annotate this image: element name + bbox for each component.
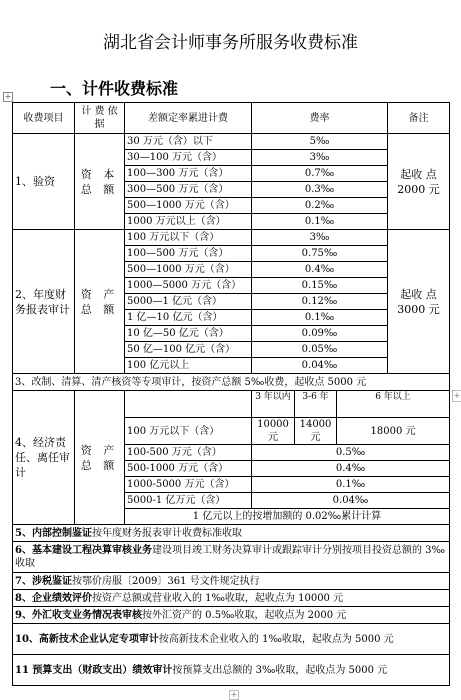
section-heading: 一、计件收费标准 — [50, 79, 179, 98]
rate-cell: 0.4‰ — [252, 262, 388, 278]
economic-audit-footer: 1 亿元以上的按增加额的 0.02‰累计计算 — [125, 509, 450, 525]
item-title: 5、内部控制鉴证 — [15, 527, 92, 539]
table-row — [13, 655, 450, 686]
range-cell: 500-1000 万元（含） — [125, 461, 252, 477]
item-title: 7、涉税鉴证 — [15, 575, 72, 587]
item-text: 按鄂价房服〔2009〕361 号文件规定执行 — [71, 575, 260, 587]
range-cell: 100-500 万元（含） — [125, 445, 252, 461]
rate-cell: 0.04‰ — [252, 358, 388, 374]
header-rate: 费率 — [252, 103, 388, 134]
table-row — [13, 134, 450, 150]
blank-cell — [125, 391, 252, 418]
range-cell: 5000—1 亿元（含） — [125, 294, 252, 310]
item-tax-verification — [13, 573, 450, 590]
basis-economic-audit: 资 产 总 额 — [75, 391, 125, 525]
rate-cell: 0.09‰ — [252, 326, 388, 342]
basis-annual-audit: 资 产 总 额 — [75, 230, 125, 374]
item-construction-audit — [13, 542, 450, 573]
value-under-3y: 10000 元 — [252, 418, 295, 445]
item-text: 按高新技术企业收入的 1‰收取，起收点为 5000 元 — [158, 633, 394, 645]
table-row — [13, 590, 450, 607]
range-cell: 30—100 万元（含） — [125, 150, 252, 166]
row-insert-handle-icon[interactable]: + — [453, 391, 461, 400]
rate-cell: 0.1‰ — [252, 477, 450, 493]
header-progressive: 差额定率累进计费 — [125, 103, 252, 134]
table-row — [13, 525, 450, 542]
range-cell: 1000-5000 万元（含） — [125, 477, 252, 493]
subheader-over-6y: 6 年以上 — [337, 391, 450, 418]
table-row — [13, 230, 450, 246]
subheader-3-6y: 3-6 年 — [295, 391, 337, 418]
item-special-audit: 3、改制、清算、清产核资等专项审计，按资产总额 5‰收费，起收点 5000 元 — [13, 374, 450, 391]
rate-cell: 0.15‰ — [252, 278, 388, 294]
table-row — [13, 607, 450, 624]
range-cell: 100 万元以下（含） — [125, 230, 252, 246]
range-cell: 500—1000 万元（含） — [125, 198, 252, 214]
basis-verification: 资 本 总 额 — [75, 134, 125, 230]
rate-cell: 5‰ — [252, 134, 388, 150]
rate-cell: 0.05‰ — [252, 342, 388, 358]
rate-cell: 0.12‰ — [252, 294, 388, 310]
header-note: 备注 — [388, 103, 450, 134]
header-item: 收费项目 — [13, 103, 75, 134]
item-economic-audit: 4、经济责任、离任审计 — [13, 391, 75, 525]
range-cell: 30 万元（含）以下 — [125, 134, 252, 150]
table-header-row — [13, 103, 450, 134]
range-cell: 50 亿—100 亿元（含） — [125, 342, 252, 358]
item-performance-evaluation — [13, 590, 450, 607]
rate-cell: 0.5‰ — [252, 445, 450, 461]
item-internal-control — [13, 525, 450, 542]
range-cell: 100—500 万元（含） — [125, 246, 252, 262]
table-resize-handle-icon[interactable]: + — [230, 690, 238, 699]
item-text: 按预算支出总额的 3‰收取，起收点为 5000 元 — [172, 664, 388, 676]
item-title: 11 预算支出（财政支出）绩效审计 — [15, 664, 173, 676]
range-cell: 10 亿—50 亿元（含） — [125, 326, 252, 342]
header-basis: 计 费 依 据 — [75, 103, 125, 134]
range-cell: 300—500 万元（含） — [125, 182, 252, 198]
range-cell: 1000 万元以上（含） — [125, 214, 252, 230]
range-cell: 1000—5000 万元（含） — [125, 278, 252, 294]
rate-cell: 0.4‰ — [252, 461, 450, 477]
rate-cell: 0.75‰ — [252, 246, 388, 262]
value-3-6y: 14000 元 — [295, 418, 337, 445]
table-row — [13, 391, 450, 418]
rate-cell: 3‰ — [252, 150, 388, 166]
range-cell: 5000-1 亿万元（含） — [125, 493, 252, 509]
item-title: 8、企业绩效评价 — [15, 592, 92, 604]
rate-cell: 0.3‰ — [252, 182, 388, 198]
page-title: 湖北省会计师事务所服务收费标准 — [103, 33, 358, 53]
item-text: 建设项目竣工财务决算审计或跟踪审计分别按项目投资总额的 3‰收取 — [15, 545, 445, 569]
table-row — [13, 573, 450, 590]
note-verification: 起收 点 2000 元 — [388, 134, 450, 230]
rate-cell: 0.2‰ — [252, 198, 388, 214]
table-row — [13, 542, 450, 573]
rate-cell: 0.1‰ — [252, 214, 388, 230]
move-handle-icon[interactable]: + — [4, 92, 12, 101]
fee-table — [12, 102, 450, 686]
range-cell: 100 亿元以上 — [125, 358, 252, 374]
range-cell: 100—300 万元（含） — [125, 166, 252, 182]
table-row — [13, 374, 450, 391]
rate-cell: 3‰ — [252, 230, 388, 246]
item-forex-review — [13, 607, 450, 624]
table-row — [13, 624, 450, 655]
item-verification: 1、验资 — [13, 134, 75, 230]
subheader-under-3y: 3 年以内 — [252, 391, 295, 418]
item-text: 按年度财务报表审计收费标准收取 — [91, 527, 242, 539]
range-cell: 500—1000 万元（含） — [125, 262, 252, 278]
item-hightech-audit — [13, 624, 450, 655]
note-annual-audit: 起收 点 3000 元 — [388, 230, 450, 374]
item-budget-audit — [13, 655, 450, 686]
item-title: 9、外汇收支业务情况表审核 — [15, 609, 142, 621]
range-cell: 1 亿—10 亿元（含） — [125, 310, 252, 326]
item-text: 按资产总额或营业收入的 1‰收取，起收点为 10000 元 — [91, 592, 344, 604]
item-annual-audit: 2、年度财务报表审计 — [13, 230, 75, 374]
item-title: 6、基本建设工程决算审核业务 — [15, 545, 152, 556]
rate-cell: 0.04‰ — [252, 493, 450, 509]
rate-cell: 0.1‰ — [252, 310, 388, 326]
item-title: 10、高新技术企业认定专项审计 — [15, 633, 159, 645]
range-cell: 100 万元以下（含） — [125, 418, 252, 445]
value-over-6y: 18000 元 — [337, 418, 450, 445]
rate-cell: 0.7‰ — [252, 166, 388, 182]
item-text: 按外汇资产的 0.5‰收取，起收点为 2000 元 — [141, 609, 347, 621]
